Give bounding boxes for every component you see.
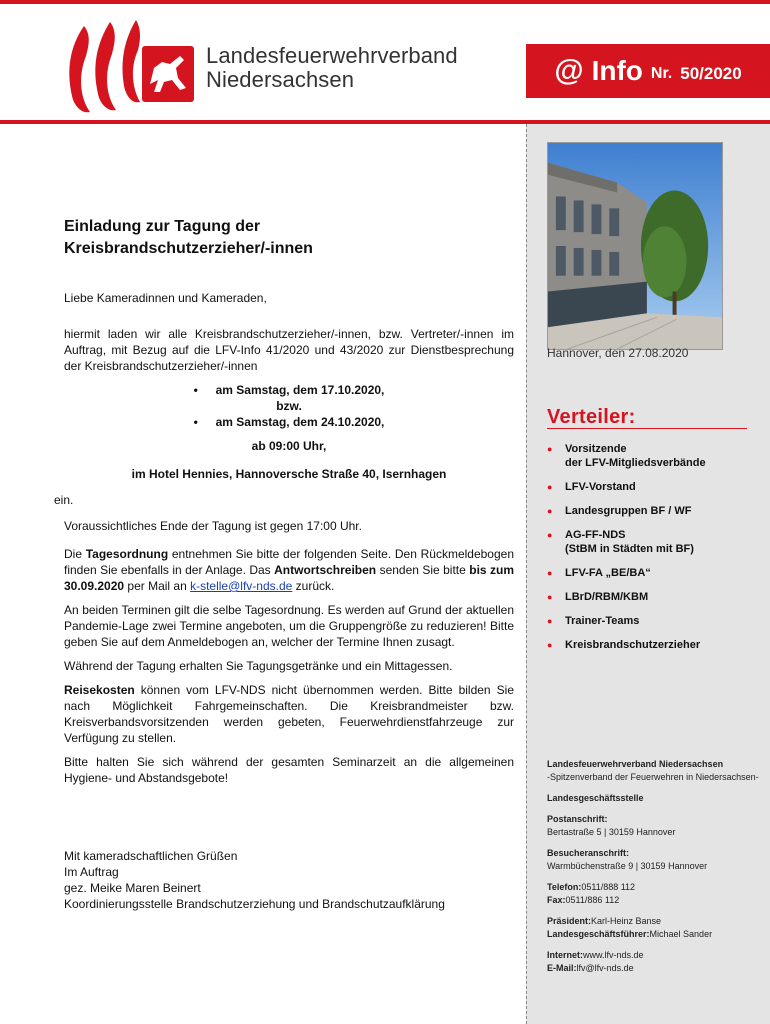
info-nr-label: Nr. [650, 65, 673, 82]
start-time: ab 09:00 Uhr, [251, 439, 327, 453]
verteiler-item: ● Trainer-Teams [547, 614, 757, 628]
pandemic-paragraph: An beiden Terminen gilt die selbe Tagesordnung. Es werden auf Grund der aktuellen Pandemie-Lage zwei Termine angeboten, um die Gruppengröße zu reduzieren! Bitte geben Sie auf dem Anmeldebogen an, welcher der Termine Ihnen zusagt. [64, 603, 514, 649]
address-office: Landesgeschäftsstelle [547, 793, 644, 803]
signature-block [64, 848, 524, 912]
verteiler-item: ● AG-FF-NDS (StBM in Städten mit BF) [547, 528, 757, 556]
verteiler-list [547, 442, 757, 662]
venue: im Hotel Hennies, Hannoversche Straße 40, Isernhagen [131, 467, 447, 481]
org-name [206, 44, 458, 92]
org-name-line1: Landesfeuerwehrverband [206, 43, 458, 68]
date-option-1: • am Samstag, dem 17.10.2020, [193, 383, 385, 397]
contact-block [547, 758, 767, 975]
dates-list [64, 382, 514, 430]
lfv-flames-logo [62, 18, 202, 122]
letter-body [54, 216, 515, 794]
email-line[interactable]: E-Mail:lfv@lfv-nds.de [547, 963, 634, 973]
letter-title: Einladung zur Tagung der Kreisbrandschutzerzieher/-innen [64, 218, 313, 257]
date-or: bzw. [276, 399, 302, 413]
visit-label: Besucheranschrift: [547, 848, 630, 858]
post-label: Postanschrift: [547, 814, 608, 824]
verteiler-item: ● Kreisbrandschutzerzieher [547, 638, 757, 652]
info-badge [526, 44, 770, 98]
verteiler-item: ● LFV-Vorstand [547, 480, 757, 494]
at-icon: @ [554, 54, 584, 87]
ein: ein. [54, 493, 74, 507]
manager-line: Landesgeschäftsführer:Michael Sander [547, 929, 713, 939]
verteiler-heading: Verteiler: [547, 406, 636, 428]
end-time: Voraussichtliches Ende der Tagung ist gegen 17:00 Uhr. [64, 519, 362, 533]
catering-paragraph: Während der Tagung erhalten Sie Tagungsgetränke und ein Mittagessen. [64, 659, 453, 673]
president-line: Präsident:Karl-Heinz Banse [547, 916, 662, 926]
internet-line[interactable]: Internet:www.lfv-nds.de [547, 950, 644, 960]
sidebar [526, 124, 770, 1024]
building-photo [547, 142, 723, 350]
verteiler-item: ● Vorsitzende der LFV-Mitgliedsverbände [547, 442, 757, 470]
visit-value: Warmbüchenstraße 9 | 30159 Hannover [547, 861, 708, 871]
address-org: Landesfeuerwehrverband Niedersachsen [547, 759, 724, 769]
post-value: Bertastraße 5 | 30159 Hannover [547, 827, 676, 837]
info-word: Info [591, 55, 643, 86]
verteiler-divider [547, 428, 747, 429]
intro-paragraph: hiermit laden wir alle Kreisbrandschutzerzieher/-innen, bzw. Vertreter/-innen im Auftrag, mit Bezug auf die LFV-Info 41/2020 und 43/2020 zur Dienstbesprechung der Kreisbrandschutzerzieher/-innen [64, 327, 514, 373]
signature-im-auftrag: Im Auftrag [64, 865, 119, 879]
signature-name: gez. Meike Maren Beinert [64, 881, 201, 895]
hygiene-paragraph: Bitte halten Sie sich während der gesamten Seminarzeit an die allgemeinen Hygiene- und Abstandsgebote! [64, 755, 514, 785]
phone-line: Telefon:0511/888 112 [547, 882, 636, 892]
signature-department: Koordinierungsstelle Brandschutzerziehung und Brandschutzaufklärung [64, 897, 445, 911]
verteiler-item: ● LBrD/RBM/KBM [547, 590, 757, 604]
fax-line: Fax:0511/886 112 [547, 895, 620, 905]
signature-greeting: Mit kameradschaftlichen Grüßen [64, 849, 238, 863]
org-name-line2: Niedersachsen [206, 67, 355, 92]
agenda-paragraph: Die Tagesordnung entnehmen Sie bitte der folgenden Seite. Den Rückmeldebogen finden Sie ebenfalls in der Anlage. Das Antwortschreiben senden Sie bitte bis zum 30.09.2020 per Mail an k-stelle@lfv-nds.de zurück. [64, 547, 515, 593]
document-date: Hannover, den 27.08.2020 [547, 346, 689, 360]
address-tagline: -Spitzenverband der Feuerwehren in Niedersachsen- [547, 772, 759, 782]
email-link[interactable]: k-stelle@lfv-nds.de [190, 579, 293, 593]
travel-paragraph: Reisekosten können vom LFV-NDS nicht übernommen werden. Bitte bilden Sie nach Möglichkeit Fahrgemeinschaften. Die Kreisbrandmeister bzw. Kreisverbandsvorsitzenden werden gebeten, Feuerwehrdienstfahrzeuge zur Verfügung zu stellen. [64, 683, 514, 745]
letterhead [0, 4, 770, 122]
verteiler-item: ● Landesgruppen BF / WF [547, 504, 757, 518]
date-option-2: • am Samstag, dem 24.10.2020, [193, 415, 385, 429]
info-number: 50/2020 [680, 64, 742, 83]
verteiler-item: ● LFV-FA „BE/BA“ [547, 566, 757, 580]
greeting: Liebe Kameradinnen und Kameraden, [64, 291, 267, 305]
